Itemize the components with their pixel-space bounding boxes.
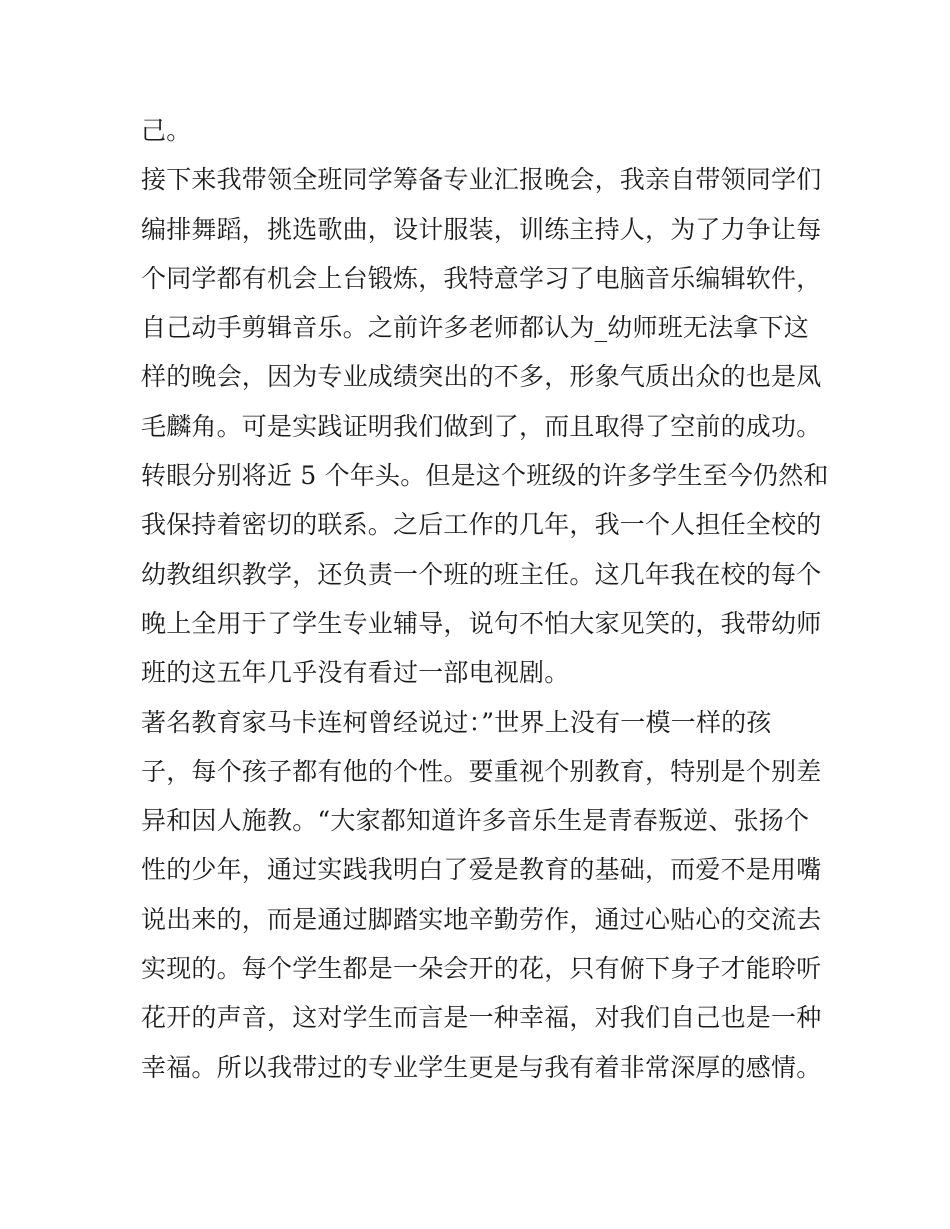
text-line: 毛麟角。可是实践证明我们做到了，而且取得了空前的成功。 [141,411,822,441]
text-line: 我保持着密切的联系。之后工作的几年，我一个人担任全校的 [141,510,822,540]
text-line: 异和因人施教。“大家都知道许多音乐生是青春叛逆、张扬个 [141,806,810,836]
text-line: 子，每个孩子都有他的个性。要重视个别教育，特别是个别差 [141,756,822,786]
text-line: 说出来的，而是通过脚踏实地辛勤劳作，通过心贴心的交流去 [141,904,822,934]
text-line: 自己动手剪辑音乐。之前许多老师都认为_幼师班无法拿下这 [141,313,809,343]
text-line: 己。 [141,116,192,145]
text-line: 花开的声音，这对学生而言是一种幸福，对我们自己也是一种 [141,1003,822,1033]
text-line: 个同学都有机会上台锻炼，我特意学习了电脑音乐编辑软件， [141,263,822,293]
text-line: 著名教育家马卡连柯曾经说过：”世界上没有一模一样的孩 [141,707,772,737]
text-line: 班的这五年几乎没有看过一部电视剧。 [141,658,570,688]
text-line: 接下来我带领全班同学筹备专业汇报晚会，我亲自带领同学们 [141,165,822,195]
body-text [141,106,829,1092]
text-line: 幼教组织教学，还负责一个班的班主任。这几年我在校的每个 [141,559,822,589]
text-line: 性的少年，通过实践我明白了爱是教育的基础，而爱不是用嘴 [141,855,822,885]
text-line: 编排舞蹈，挑选歌曲，设计服装，训练主持人，为了力争让每 [141,214,822,244]
text-line: 晚上全用于了学生专业辅导，说句不怕大家见笑的，我带幼师 [141,608,822,638]
text-line: 实现的。每个学生都是一朵会开的花，只有俯下身子才能聆听 [141,954,822,984]
text-line: 幸福。所以我带过的专业学生更是与我有着非常深厚的感情。 [141,1052,822,1082]
text-line: 样的晚会，因为专业成绩突出的不多，形象气质出众的也是凤 [141,362,822,392]
text-line: 转眼分别将近 5 个年头。但是这个班级的许多学生至今仍然和 [141,461,829,491]
